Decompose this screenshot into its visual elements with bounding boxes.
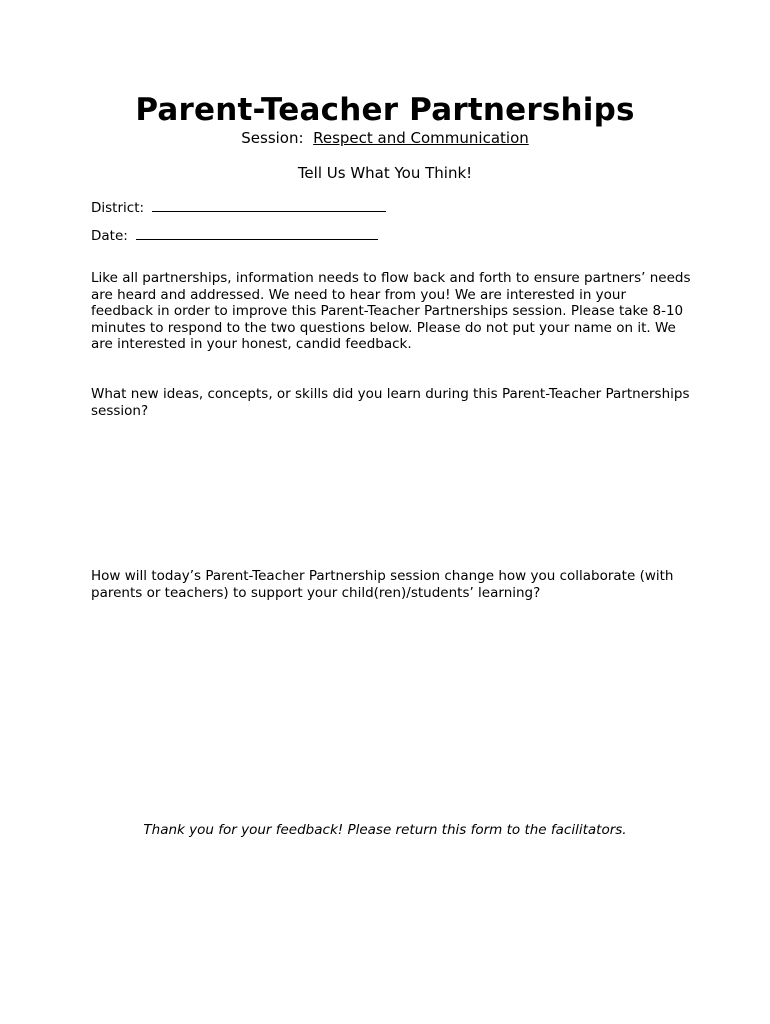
date-field — [91, 227, 378, 244]
thank-you-note: Thank you for your feedback! Please return this form to the facilitators. — [143, 822, 627, 838]
tagline: Tell Us What You Think! — [297, 164, 473, 182]
district-blank[interactable] — [152, 199, 386, 212]
date-label: Date: — [91, 228, 128, 244]
session-topic: Respect and Communication — [313, 129, 529, 147]
question-2: How will today’s Parent-Teacher Partnership session change how you collaborate (with parents or teachers) to support your child(ren)/students’ learning? — [91, 568, 674, 601]
session-label: Session: — [241, 129, 304, 147]
question-1: What new ideas, concepts, or skills did you learn during this Parent-Teacher Partnerships session? — [91, 386, 690, 419]
district-label: District: — [91, 200, 145, 216]
date-blank[interactable] — [136, 227, 378, 240]
district-field — [91, 199, 386, 216]
intro-paragraph: Like all partnerships, information needs to flow back and forth to ensure partners’ needs are heard and addressed. We need to hear from you! We are interested in your feedback in order to improve this Parent-Teacher Partnerships session. Please take 8-10 minutes to respond to the two questions below. Please do not put your name on it. We are interested in your honest, candid feedback. — [91, 270, 691, 352]
page-title: Parent-Teacher Partnerships — [135, 92, 635, 128]
session-line — [0, 129, 770, 147]
